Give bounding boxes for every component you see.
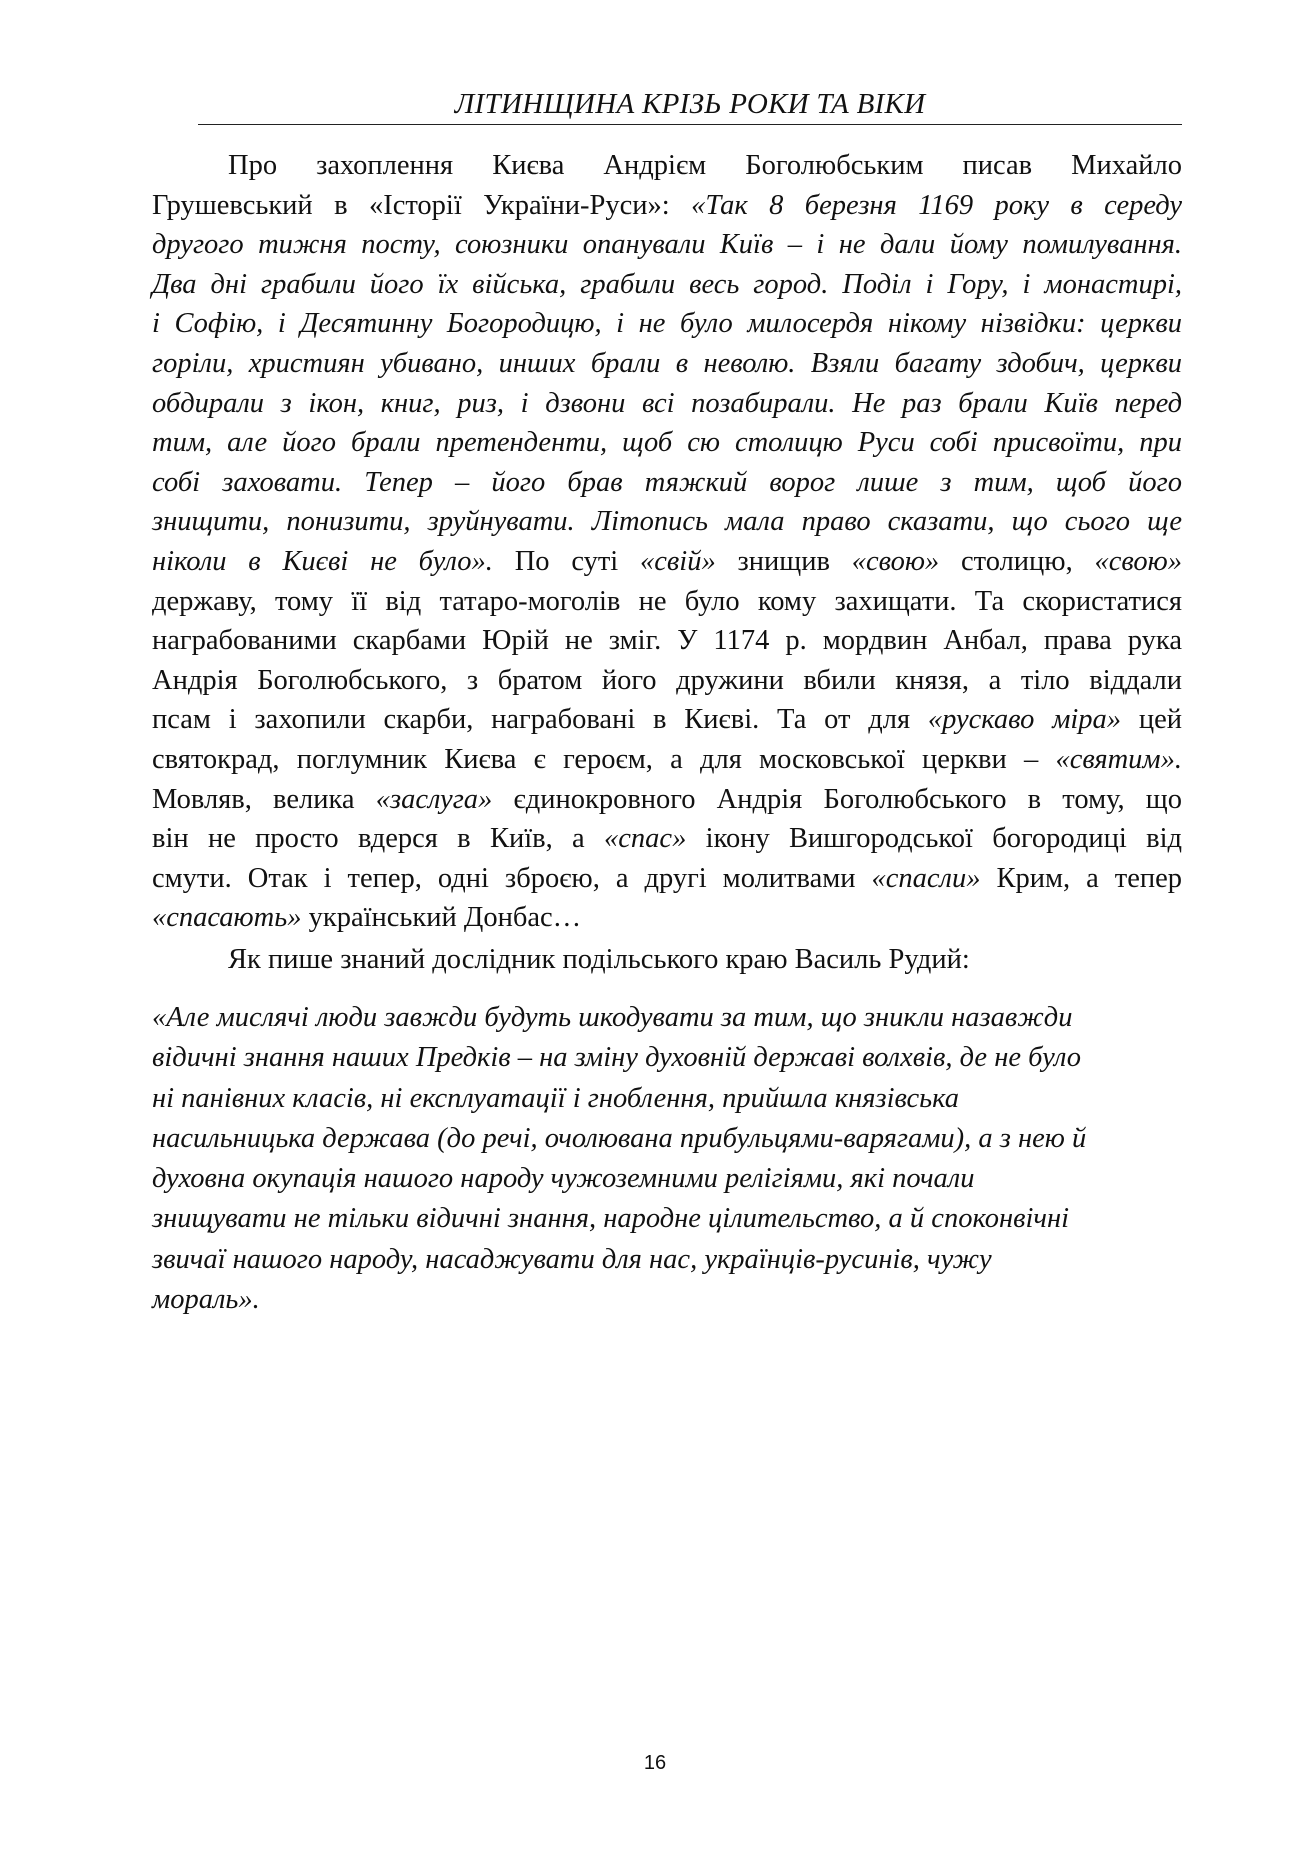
paragraph-line <box>152 304 1182 344</box>
text-run: Грушевський в «Історії України-Руси»: <box>152 189 692 221</box>
body-text <box>152 146 1182 979</box>
paragraph-line <box>152 463 1182 503</box>
paragraph-line <box>152 898 1182 938</box>
italic-run: другого тижня посту, союзники опанували Київ – і не дали йому помилування. <box>152 229 1182 261</box>
italic-run: «спасають» <box>152 902 309 934</box>
italic-run: «свою» <box>851 545 961 577</box>
quote-line: знищувати не тільки відичні знання, народне цілительство, а й споконвічні <box>152 1203 1070 1235</box>
paragraph-line <box>152 700 1182 740</box>
italic-run: знищити, понизити, зруйнувати. Літопись мала право сказати, що сього ще <box>152 506 1182 538</box>
paragraph-grushevsky-quote <box>152 146 1182 938</box>
quote-line: «Але мислячі люди завжди будуть шкодувати за тим, що зникли назавжди <box>152 1002 1073 1033</box>
paragraph-line <box>152 186 1182 226</box>
paragraph-line <box>152 819 1182 859</box>
text-run: По суті <box>514 545 641 577</box>
paragraph-line <box>152 225 1182 265</box>
italic-run: обдирали з ікон, книг, риз, і дзвони всі позабирали. Не раз брали Київ перед <box>152 387 1182 419</box>
paragraph-line <box>152 344 1182 384</box>
italic-run: «Так 8 березня 1169 року в середу <box>691 189 1182 221</box>
italic-run: «заслуга» <box>375 783 514 815</box>
text-run: український Донбас… <box>308 902 582 934</box>
text-run: державу, тому її від татаро-моголів не було кому захищати. Та скористатися <box>152 585 1182 617</box>
text-run: награбованими скарбами Юрій не зміг. У 1174 р. мордвин Анбал, права рука <box>152 625 1182 657</box>
quote-line: ні панівних класів, ні експлуатації і гноблення, прийшла князівська <box>152 1082 959 1114</box>
text-run: Про захоплення Києва Андрієм Боголюбським писав Михайло <box>228 150 1182 181</box>
text-run: столицю, <box>960 545 1095 577</box>
italic-run: «свій» <box>640 545 738 577</box>
paragraph-line <box>152 423 1182 463</box>
paragraph-rudyi-intro <box>152 940 1182 980</box>
page-number: 16 <box>643 1752 667 1774</box>
paragraph-line <box>152 740 1182 780</box>
text-run: цей <box>1138 704 1182 736</box>
italic-run: ніколи в Києві не було». <box>152 545 515 577</box>
text-run: знищив <box>737 545 852 577</box>
quote-line: мораль». <box>152 1284 260 1316</box>
italic-run: «спасли» <box>871 862 997 894</box>
paragraph-line <box>152 621 1182 661</box>
italic-run: і Софію, і Десятинну Богородицю, і не було милосердя нікому нізвідки: церкви <box>152 308 1182 340</box>
italic-run: собі заховати. Тепер – його брав тяжкий ворог лише з тим, щоб його <box>152 466 1182 498</box>
text-run: ікону Вишгородської богородиці від <box>705 823 1182 855</box>
italic-run: «свою» <box>1094 545 1182 577</box>
rudyi-quote-block <box>152 998 1182 1320</box>
paragraph-line <box>152 780 1182 820</box>
text-run: єдинокровного Андрія Боголюбського в тому, що <box>513 783 1183 815</box>
italic-run: «рускаво міра» <box>927 704 1139 736</box>
text-run: Андрія Боголюбського, з братом його дружини вбили князя, а тіло віддали <box>152 664 1182 696</box>
paragraph-line <box>152 265 1182 305</box>
paragraph-line <box>152 146 1182 186</box>
paragraph-line <box>152 384 1182 424</box>
paragraph-line <box>152 542 1182 582</box>
italic-run: «святим». <box>1055 743 1182 775</box>
text-run: смути. Отак і тепер, одні зброєю, а другі молитвами <box>152 862 872 894</box>
text-run: псам і захопили скарби, награбовані в Києві. Та от для <box>152 704 928 736</box>
running-header-title: ЛІТИНЩИНА КРІЗЬ РОКИ ТА ВІКИ <box>454 88 926 120</box>
italic-run: тим, але його брали претенденти, щоб сю столицю Руси собі присвоїти, при <box>152 427 1182 459</box>
quote-line: насильницька держава (до речі, очолювана прибульцями-варягами), а з нею й <box>152 1122 1087 1154</box>
text-run: Крим, а тепер <box>996 862 1183 894</box>
italic-run: Два дні грабили його їх війська, грабили весь город. Поділ і Гору, і монастирі, <box>152 268 1182 300</box>
quote-line: відичні знання наших Предків – на зміну духовній державі волхвів, де не було <box>152 1042 1081 1074</box>
quote-line: звичаї нашого народу, насаджувати для нас, українців-русинів, чужу <box>152 1243 992 1275</box>
italic-run: «спас» <box>604 823 706 855</box>
text-run: Мовляв, велика <box>152 783 376 815</box>
text-run: святокрад, поглумник Києва є героєм, а для московської церкви – <box>152 743 1056 775</box>
paragraph-line <box>152 582 1182 622</box>
paragraph-line <box>152 859 1182 899</box>
italic-run: горіли, християн убивано, инших брали в неволю. Взяли багату здобич, церкви <box>152 347 1182 379</box>
paragraph-line: Як пише знаний дослідник подільського краю Василь Рудий: <box>228 943 970 975</box>
paragraph-line <box>152 661 1182 701</box>
header-rule <box>198 124 1182 125</box>
paragraph-line <box>152 502 1182 542</box>
text-run: він не просто вдерся в Київ, а <box>152 823 605 855</box>
quote-line: духовна окупація нашого народу чужоземними релігіями, які почали <box>152 1163 975 1195</box>
